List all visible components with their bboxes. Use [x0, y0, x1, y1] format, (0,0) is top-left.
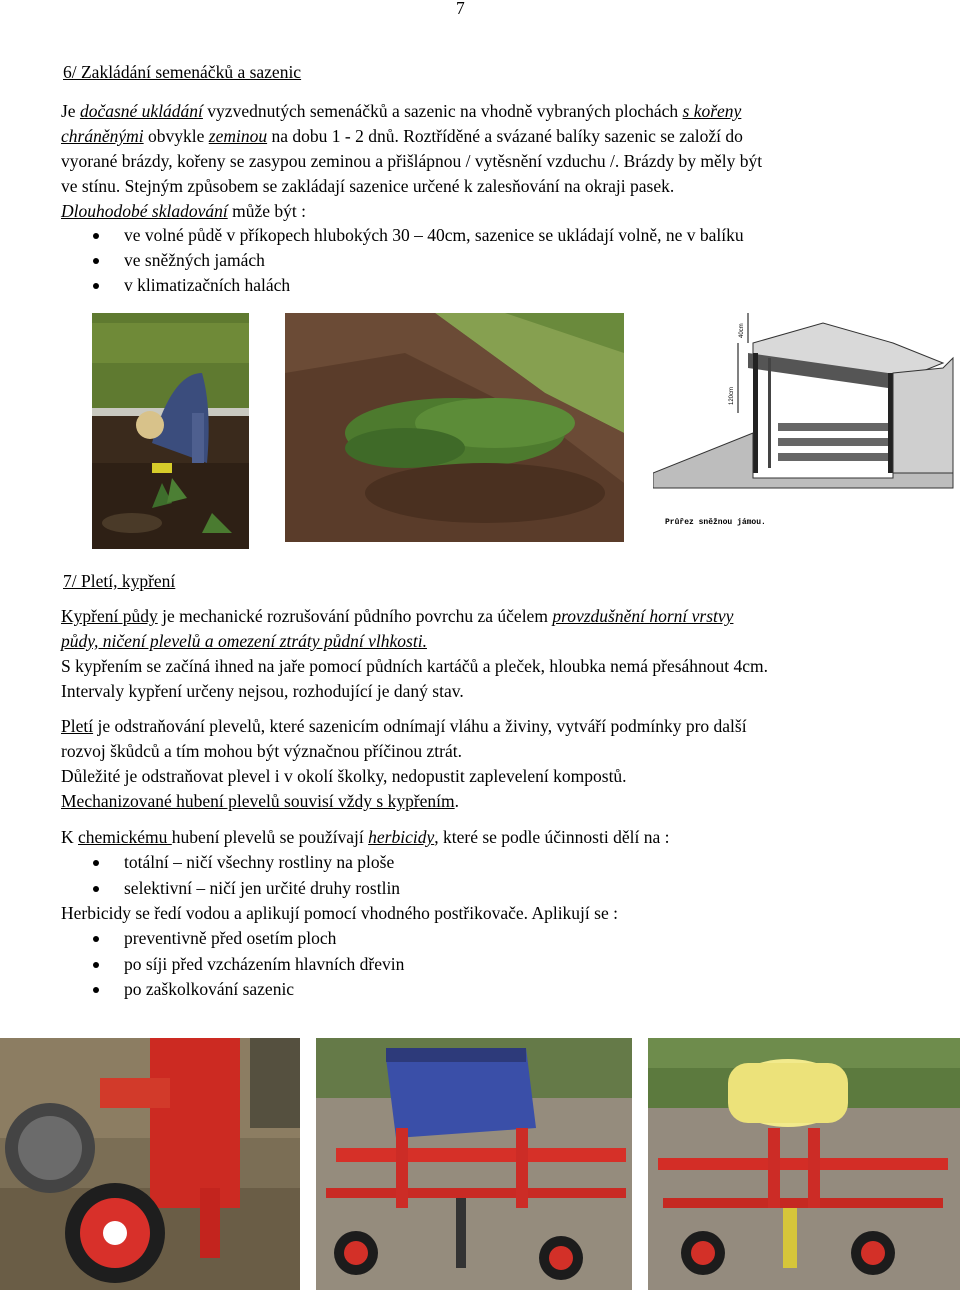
paragraph-line: ve stínu. Stejným způsobem se zakládají sazenice určené k zalesňování na okraji pasek. [61, 176, 675, 196]
paragraph-loosening [61, 604, 941, 704]
paragraph-line [61, 789, 941, 814]
term-temporary-storage: dočasné ukládání [79, 101, 203, 121]
text: je mechanické rozrušování půdního povrchu za účelem [157, 606, 553, 626]
paragraph-line: Důležité je odstraňovat plevel i v okolí školky, nedopustit zaplevelení kompostů. [61, 766, 627, 786]
text: K [61, 827, 79, 847]
bullet-icon [93, 962, 99, 968]
paragraph-line: vyorané brázdy, kořeny se zasypou zeminou a přišlápnou / vytěsnění vzduchu /. Brázdy by měly být [61, 151, 763, 171]
bullet-icon [93, 233, 99, 239]
photo-seeder [316, 1038, 632, 1290]
photo-disc-harrow [0, 1038, 300, 1290]
paragraph-storage [61, 99, 941, 224]
paragraph-line: Herbicidy se ředí vodou a aplikují pomocí vhodného postřikovače. Aplikují se : [61, 903, 618, 923]
diagram-snow-pit [653, 313, 960, 535]
term-weeding: Pletí [61, 716, 94, 736]
section-6-heading [63, 60, 301, 85]
section-6-heading-text: 6/ Zakládání semenáčků a sazenic [63, 62, 302, 82]
photo-sprayer [648, 1038, 960, 1290]
paragraph-line: rozvoj škůdců a tím mohou být význačnou příčinou ztrát. [61, 741, 462, 761]
list-item-text: preventivně před osetím ploch [124, 928, 337, 948]
paragraph-line: S kypřením se začíná ihned na jaře pomocí půdních kartáčů a pleček, hloubka nemá přesáhnout 4cm. [61, 656, 769, 676]
list-item-text: ve volné půdě v příkopech hlubokých 30 – 40cm, sazenice se ukládají volně, ne v balíku [124, 225, 744, 245]
paragraph-line: Intervaly kypření určeny nejsou, rozhodující je daný stav. [61, 681, 464, 701]
bullet-icon [93, 987, 99, 993]
diagram-caption: Průřez sněžnou jámou. [665, 518, 766, 527]
term-long-term-storage: Dlouhodobé skladování [61, 201, 228, 221]
text: na dobu 1 - 2 dnů. Roztříděné a svázané balíky sazenic se založí do [267, 126, 743, 146]
text: . [454, 791, 460, 811]
list-item-text: selektivní – ničí jen určité druhy rostlin [124, 878, 401, 898]
photo-worker-planting [92, 313, 249, 549]
photo-furrow-saplings [285, 313, 624, 542]
term-herbicides: herbicidy [368, 827, 435, 847]
term-chemical: chemickému [78, 827, 172, 847]
text: Je [61, 101, 80, 121]
bullet-icon [93, 258, 99, 264]
paragraph-line: půdy, ničení plevelů a omezení ztráty půdní vlhkosti. [61, 631, 427, 651]
paragraph-line [61, 714, 941, 739]
paragraph-line [61, 99, 941, 124]
term-loosening: Kypření půdy [61, 606, 158, 626]
paragraph-line [61, 825, 941, 850]
text: , které se podle účinnosti dělí na : [434, 827, 670, 847]
bullet-icon [93, 860, 99, 866]
list-item-text: v klimatizačních halách [124, 275, 291, 295]
term-soil: zeminou [208, 126, 268, 146]
list-item-text: totální – ničí všechny rostliny na ploše [124, 852, 395, 872]
paragraph-chemical [61, 825, 941, 850]
text: obvykle [143, 126, 209, 146]
paragraph-line [61, 199, 941, 224]
section-7-heading-text: 7/ Pletí, kypření [63, 571, 176, 591]
paragraph-line [61, 604, 941, 629]
paragraph-application [61, 901, 941, 926]
text: může být : [227, 201, 306, 221]
paragraph-weeding [61, 714, 941, 814]
list-item-text: po síji před vzcházením hlavních dřevin [124, 954, 405, 974]
list-item-text: po zaškolkování sazenic [124, 979, 295, 999]
bullet-icon [93, 886, 99, 892]
term-roots: s kořeny [682, 101, 742, 121]
text: vyzvednutých semenáčků a sazenic na vhodně vybraných plochách [202, 101, 683, 121]
paragraph-line [61, 124, 941, 149]
list-item-text: ve sněžných jamách [124, 250, 265, 270]
diagram-dimension-top: 40cm [739, 323, 745, 338]
term-aeration: provzdušnění horní vrstvy [552, 606, 734, 626]
term-mechanized: Mechanizované hubení plevelů souvisí vždy s kypřením [61, 791, 455, 811]
term-protected: chráněnými [61, 126, 144, 146]
diagram-dimension-side: 120cm [729, 386, 735, 405]
text: hubení plevelů se používají [171, 827, 369, 847]
section-7-heading [63, 569, 175, 594]
page-number: 7 [456, 0, 465, 18]
text: je odstraňování plevelů, které sazenicím odnímají vláhu a živiny, vytváří podmínky pro další [93, 716, 747, 736]
bullet-icon [93, 283, 99, 289]
bullet-icon [93, 936, 99, 942]
